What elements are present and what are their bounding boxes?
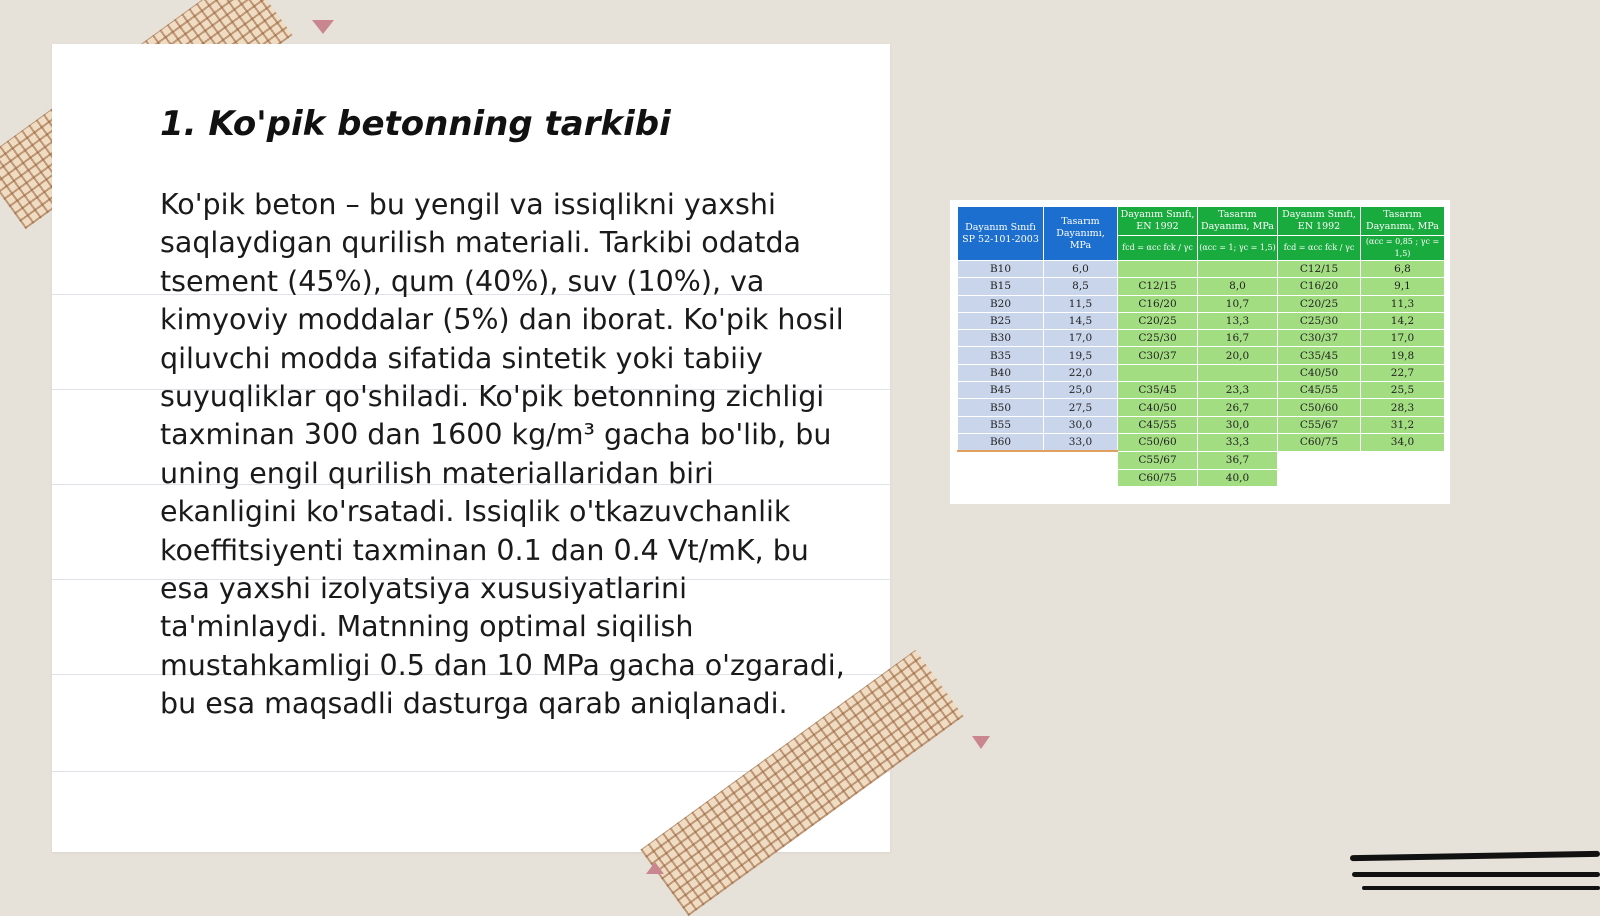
cell-sp-class: B40 <box>958 364 1044 381</box>
cell-en1-class: C60/75 <box>1118 469 1198 486</box>
cell-en2-class: C12/15 <box>1278 261 1361 278</box>
cell-en2-value: 28,3 <box>1361 399 1445 416</box>
formula-1a: fcd = αcc fck / γc <box>1118 236 1198 261</box>
cell-sp-class: B35 <box>958 347 1044 364</box>
cell-en1-class: C20/25 <box>1118 312 1198 329</box>
cell-en1-class <box>1118 364 1198 381</box>
cell-en1-class <box>1118 261 1198 278</box>
formula-2b: (αcc = 0,85 ; γc = 1,5) <box>1361 236 1445 261</box>
cell-sp-value: 17,0 <box>1044 330 1118 347</box>
pin-marker-bottom <box>646 862 664 874</box>
cell-en2-class: C40/50 <box>1278 364 1361 381</box>
cell-sp-class: B10 <box>958 261 1044 278</box>
cell-en1-value: 8,0 <box>1198 278 1278 295</box>
cell-sp-value: 19,5 <box>1044 347 1118 364</box>
cell-sp-value: 14,5 <box>1044 312 1118 329</box>
cell-en1-class: C45/55 <box>1118 416 1198 433</box>
cell-en2-value: 11,3 <box>1361 295 1445 312</box>
table-row <box>958 347 1445 364</box>
table-row <box>958 451 1445 469</box>
pin-marker-top <box>312 20 334 34</box>
cell-en2-value: 17,0 <box>1361 330 1445 347</box>
cell-en1-class: C55/67 <box>1118 451 1198 469</box>
table-row <box>958 330 1445 347</box>
cell-en1-class: C35/45 <box>1118 382 1198 399</box>
cell-en1-value: 33,3 <box>1198 433 1278 451</box>
cell-en1-value: 10,7 <box>1198 295 1278 312</box>
header-en1-class: Dayanım Sınıfı, EN 1992 <box>1118 207 1198 236</box>
cell-en2-value: 22,7 <box>1361 364 1445 381</box>
cell-sp-value: 33,0 <box>1044 433 1118 451</box>
cell-sp-value: 30,0 <box>1044 416 1118 433</box>
cell-sp-value <box>1044 469 1118 486</box>
cell-en2-value: 31,2 <box>1361 416 1445 433</box>
cell-sp-value: 8,5 <box>1044 278 1118 295</box>
cell-en2-value: 34,0 <box>1361 433 1445 451</box>
slide-body-text: Ko'pik beton – bu yengil va issiqlikni yaxshi saqlaydigan qurilish materiali. Tarkibi odatda tsement (45%), qum (40%), suv (10%), va kimyoviy moddalar (5%) dan iborat. Ko'pik hosil qiluvchi modda sifatida sintetik yoki tabiiy suyuqliklar qo'shiladi. Ko'pik betonning zichligi taxminan 300 dan 1600 kg/m³ gacha bo'lib, bu uning engil qurilish materiallaridan biri ekanligini ko'rsatadi. Issiqlik o'tkazuvchanlik koeffitsiyenti taxminan 0.1 dan 0.4 Vt/mK, bu esa yaxshi izolyatsiya xususiyatlarini ta'minlaydi. Matnning optimal siqilish mustahkamligi 0.5 dan 10 MPa gacha o'zgaradi, bu esa maqsadli dasturga qarab aniqlanadi. <box>160 188 845 721</box>
cell-en2-value: 25,5 <box>1361 382 1445 399</box>
cell-en2-class: C20/25 <box>1278 295 1361 312</box>
concrete-grade-table-image <box>950 200 1450 504</box>
cell-en1-class: C25/30 <box>1118 330 1198 347</box>
cell-en2-value: 14,2 <box>1361 312 1445 329</box>
cell-en1-value <box>1198 261 1278 278</box>
cell-sp-class: B55 <box>958 416 1044 433</box>
cell-en1-value: 30,0 <box>1198 416 1278 433</box>
decorative-brush-stroke <box>1352 872 1600 877</box>
table-header-row <box>958 207 1445 236</box>
cell-en1-value: 20,0 <box>1198 347 1278 364</box>
cell-sp-class: B20 <box>958 295 1044 312</box>
cell-en2-class: C45/55 <box>1278 382 1361 399</box>
table-row <box>958 261 1445 278</box>
header-sp-class: Dayanım Sınıfı SP 52-101-2003 <box>958 207 1044 261</box>
table-row <box>958 295 1445 312</box>
cell-sp-class: B45 <box>958 382 1044 399</box>
cell-en1-value: 36,7 <box>1198 451 1278 469</box>
cell-en1-class: C50/60 <box>1118 433 1198 451</box>
cell-sp-value <box>1044 451 1118 469</box>
cell-en1-value: 16,7 <box>1198 330 1278 347</box>
cell-en2-class: C60/75 <box>1278 433 1361 451</box>
table-row <box>958 416 1445 433</box>
cell-en2-class: C30/37 <box>1278 330 1361 347</box>
cell-sp-class: B60 <box>958 433 1044 451</box>
cell-en1-class: C40/50 <box>1118 399 1198 416</box>
cell-en2-class: C50/60 <box>1278 399 1361 416</box>
cell-sp-value: 6,0 <box>1044 261 1118 278</box>
table-row <box>958 278 1445 295</box>
cell-en2-class <box>1278 469 1361 486</box>
table-row <box>958 382 1445 399</box>
cell-sp-class: B50 <box>958 399 1044 416</box>
cell-en1-value <box>1198 364 1278 381</box>
cell-sp-class <box>958 469 1044 486</box>
cell-sp-class: B15 <box>958 278 1044 295</box>
formula-2a: fcd = αcc fck / γc <box>1278 236 1361 261</box>
table-row <box>958 399 1445 416</box>
slide-title: 1. Ko'pik betonning tarkibi <box>160 104 671 144</box>
cell-en2-value <box>1361 451 1445 469</box>
decorative-brush-stroke <box>1362 886 1600 890</box>
cell-en2-value <box>1361 469 1445 486</box>
decorative-brush-stroke <box>1350 851 1600 861</box>
pin-marker-right <box>972 736 990 749</box>
cell-en2-class <box>1278 451 1361 469</box>
cell-en1-class: C16/20 <box>1118 295 1198 312</box>
cell-en1-value: 13,3 <box>1198 312 1278 329</box>
cell-en1-value: 26,7 <box>1198 399 1278 416</box>
cell-en1-class: C12/15 <box>1118 278 1198 295</box>
cell-sp-value: 27,5 <box>1044 399 1118 416</box>
header-en2-strength: Tasarım Dayanımı, MPa <box>1361 207 1445 236</box>
cell-sp-class <box>958 451 1044 469</box>
cell-en1-value: 40,0 <box>1198 469 1278 486</box>
header-en1-strength: Tasarım Dayanımı, MPa <box>1198 207 1278 236</box>
table-row <box>958 469 1445 486</box>
cell-en1-value: 23,3 <box>1198 382 1278 399</box>
table-row <box>958 364 1445 381</box>
header-sp-strength: Tasarım Dayanımı, MPa <box>1044 207 1118 261</box>
cell-sp-class: B25 <box>958 312 1044 329</box>
cell-en2-class: C25/30 <box>1278 312 1361 329</box>
cell-en2-class: C35/45 <box>1278 347 1361 364</box>
table-row <box>958 433 1445 451</box>
cell-en2-class: C16/20 <box>1278 278 1361 295</box>
header-en2-class: Dayanım Sınıfı, EN 1992 <box>1278 207 1361 236</box>
formula-1b: (αcc = 1; γc = 1,5) <box>1198 236 1278 261</box>
concrete-grade-table <box>957 206 1445 487</box>
cell-en2-value: 19,8 <box>1361 347 1445 364</box>
cell-en2-class: C55/67 <box>1278 416 1361 433</box>
cell-sp-value: 11,5 <box>1044 295 1118 312</box>
cell-en2-value: 9,1 <box>1361 278 1445 295</box>
table-row <box>958 312 1445 329</box>
cell-sp-value: 22,0 <box>1044 364 1118 381</box>
cell-en2-value: 6,8 <box>1361 261 1445 278</box>
cell-en1-class: C30/37 <box>1118 347 1198 364</box>
cell-sp-class: B30 <box>958 330 1044 347</box>
cell-sp-value: 25,0 <box>1044 382 1118 399</box>
